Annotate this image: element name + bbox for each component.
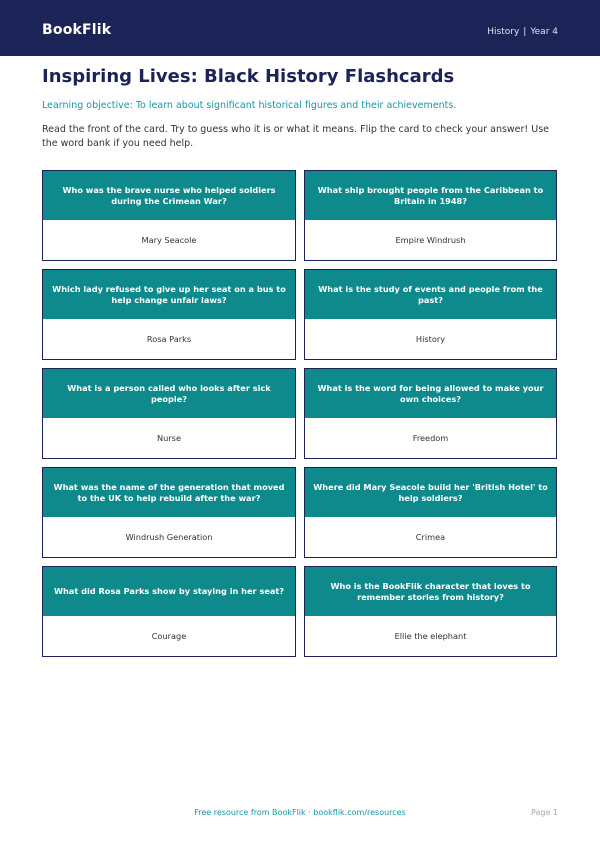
card-front: What did Rosa Parks show by staying in her seat? [43,567,295,616]
card-front: Who was the brave nurse who helped soldiers during the Crimean War? [43,171,295,220]
flashcard[interactable] [42,566,296,657]
brand-logo[interactable]: BookFlik [42,22,112,38]
card-back: Mary Seacole [141,235,197,245]
card-back: Empire Windrush [395,235,466,245]
flashcard-grid [42,170,557,657]
page-number: Page 1 [531,808,558,817]
card-back: History [415,334,446,344]
card-front: What was the name of the generation that moved to the UK to help rebuild after the war? [43,468,295,517]
flashcard[interactable] [304,269,557,360]
card-back: Ellie the elephant [394,631,467,641]
card-back: Rosa Parks [146,334,192,344]
card-back: Crimea [415,532,446,542]
header-bar [0,0,600,56]
header-meta [487,27,558,37]
subject-label: History [487,27,520,37]
instructions-text: Read the front of the card. Try to guess who it is or what it means. Flip the card to check your answer! Use the word bank if you need help. [42,124,550,149]
flashcard[interactable] [42,269,296,360]
flashcard[interactable] [304,368,557,459]
flashcard[interactable] [42,467,296,558]
card-front: What is the word for being allowed to make your own choices? [305,369,556,418]
meta-separator: | [523,27,527,37]
flashcard[interactable] [304,170,557,261]
flashcard[interactable] [304,467,557,558]
page-title: Inspiring Lives: Black History Flashcards [42,66,455,87]
year-label: Year 4 [530,27,558,37]
flashcard[interactable] [42,368,296,459]
card-front: What ship brought people from the Caribbean to Britain in 1948? [305,171,556,220]
learning-objective: Learning objective: To learn about significant historical figures and their achievements. [42,100,457,111]
card-front: Which lady refused to give up her seat on a bus to help change unfair laws? [43,270,295,319]
card-back: Freedom [412,433,449,443]
card-front: What is a person called who looks after sick people? [43,369,295,418]
flashcard[interactable] [304,566,557,657]
card-back: Windrush Generation [125,532,213,542]
card-back: Courage [151,631,187,641]
card-front: Who is the BookFlik character that loves to remember stories from history? [305,567,556,616]
card-front: What is the study of events and people from the past? [305,270,556,319]
card-front: Where did Mary Seacole build her 'British Hotel' to help soldiers? [305,468,556,517]
footer-credit[interactable]: Free resource from BookFlik · bookflik.com/resources [194,808,406,817]
card-back: Nurse [157,433,181,443]
flashcard[interactable] [42,170,296,261]
